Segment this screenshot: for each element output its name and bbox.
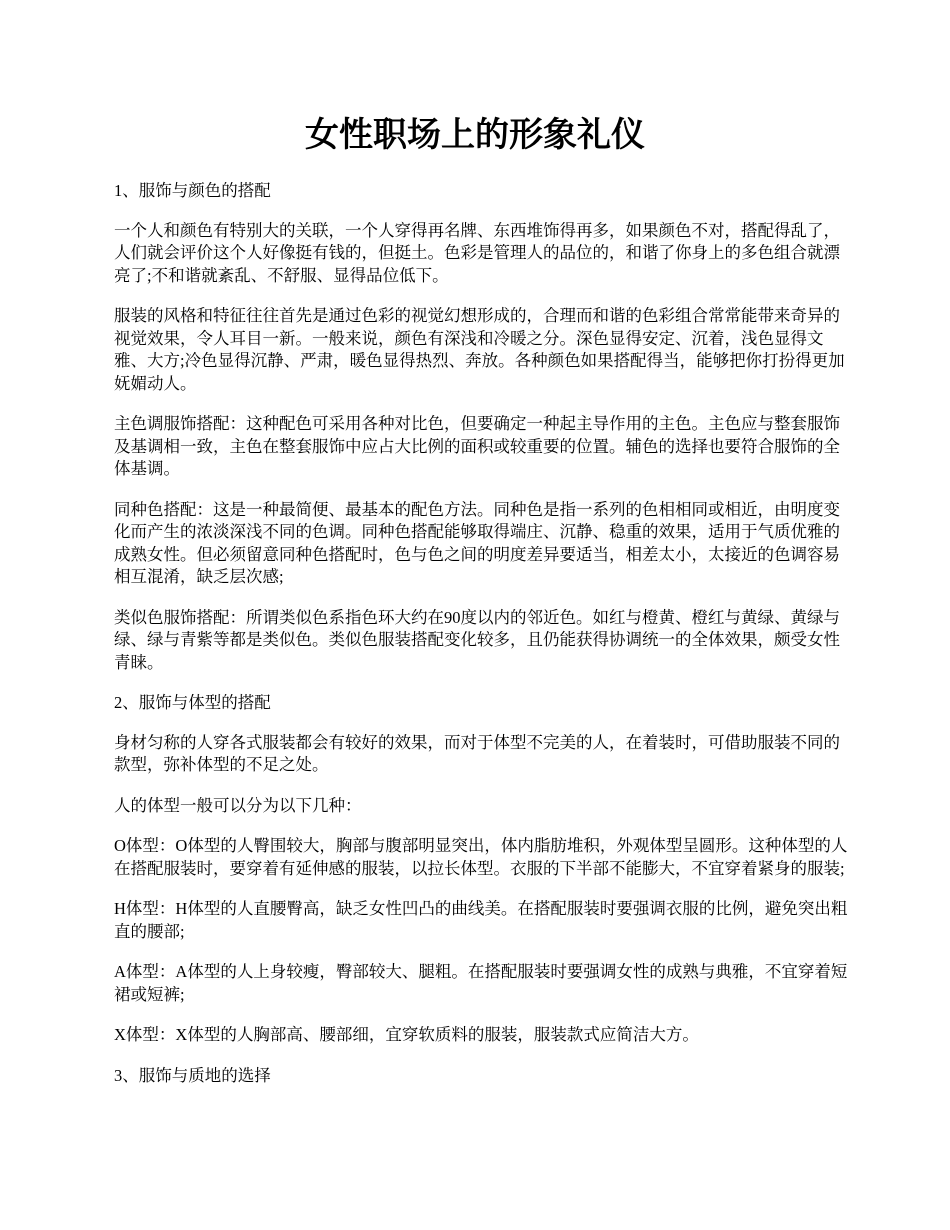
paragraph-similar-color: 类似色服饰搭配：所谓类似色系指色环大约在90度以内的邻近色。如红与橙黄、橙红与黄绿、黄绿与绿、绿与青紫等都是类似色。类似色服装搭配变化较多，且仍能获得协调统一的全体效果，颇受女性青睐。 <box>114 607 840 672</box>
paragraph-x-type: X体型：X体型的人胸部高、腰部细，宜穿软质料的服装，服装款式应简洁大方。 <box>114 1025 699 1044</box>
paragraph-main-tone: 主色调服饰搭配：这种配色可采用各种对比色，但要确定一种起主导作用的主色。主色应与整套服饰及基调相一致，主色在整套服饰中应占大比例的面积或较重要的位置。辅色的选择也要符合服饰的全体基调。 <box>114 414 840 478</box>
paragraph-body-types-intro: 人的体型一般可以分为以下几种： <box>114 795 362 815</box>
paragraph-h-type: H体型：H体型的人直腰臀高，缺乏女性凹凸的曲线美。在搭配服装时要强调衣服的比例，避免突出粗直的腰部; <box>114 899 848 941</box>
paragraph-color-relation: 一个人和颜色有特别大的关联，一个人穿得再名牌、东西堆饰得再多，如果颜色不对，搭配得乱了，人们就会评价这个人好像挺有钱的，但挺土。色彩是管理人的品位的，和谐了你身上的多色组合就漂亮了;不和谐就紊乱、不舒服、显得品位低下。 <box>114 220 840 285</box>
paragraph-o-type: O体型：O体型的人臀围较大，胸部与腹部明显突出，体内脂肪堆积，外观体型呈圆形。这种体型的人在搭配服装时，要穿着有延伸感的服装，以拉长体型。衣服的下半部不能膨大，不宜穿着紧身的服装; <box>114 836 848 878</box>
paragraph-body-proportion: 身材匀称的人穿各式服装都会有较好的效果，而对于体型不完美的人，在着装时，可借助服装不同的款型，弥补体型的不足之处。 <box>114 732 840 774</box>
paragraph-a-type: A体型：A体型的人上身较瘦，臀部较大、腿粗。在搭配服装时要强调女性的成熟与典雅，不宜穿着短裙或短裤; <box>114 962 848 1004</box>
section-heading-colors: 1、服饰与颜色的搭配 <box>114 181 271 200</box>
document-title: 女性职场上的形象礼仪 <box>305 117 645 154</box>
section-heading-body-type: 2、服饰与体型的搭配 <box>114 693 271 712</box>
section-heading-material: 3、服饰与质地的选择 <box>114 1065 271 1085</box>
paragraph-clothing-style: 服装的风格和特征往往首先是通过色彩的视觉幻想形成的，合理而和谐的色彩组合常常能带来奇异的视觉效果，令人耳目一新。一般来说，颜色有深浅和冷暖之分。深色显得安定、沉着，浅色显得文雅、大方;冷色显得沉静、严肃，暖色显得热烈、奔放。各种颜色如果搭配得当，能够把你打扮得更加妩媚动人。 <box>114 306 845 393</box>
paragraph-same-color: 同种色搭配：这是一种最简便、最基本的配色方法。同种色是指一系列的色相相同或相近，由明度变化而产生的浓淡深浅不同的色调。同种色搭配能够取得端庄、沉静、稳重的效果，适用于气质优雅的成熟女性。但必须留意同种色搭配时，色与色之间的明度差异要适当，相差太小，太接近的色调容易相互混淆，缺乏层次感; <box>114 499 840 586</box>
document-body <box>114 180 854 1104</box>
